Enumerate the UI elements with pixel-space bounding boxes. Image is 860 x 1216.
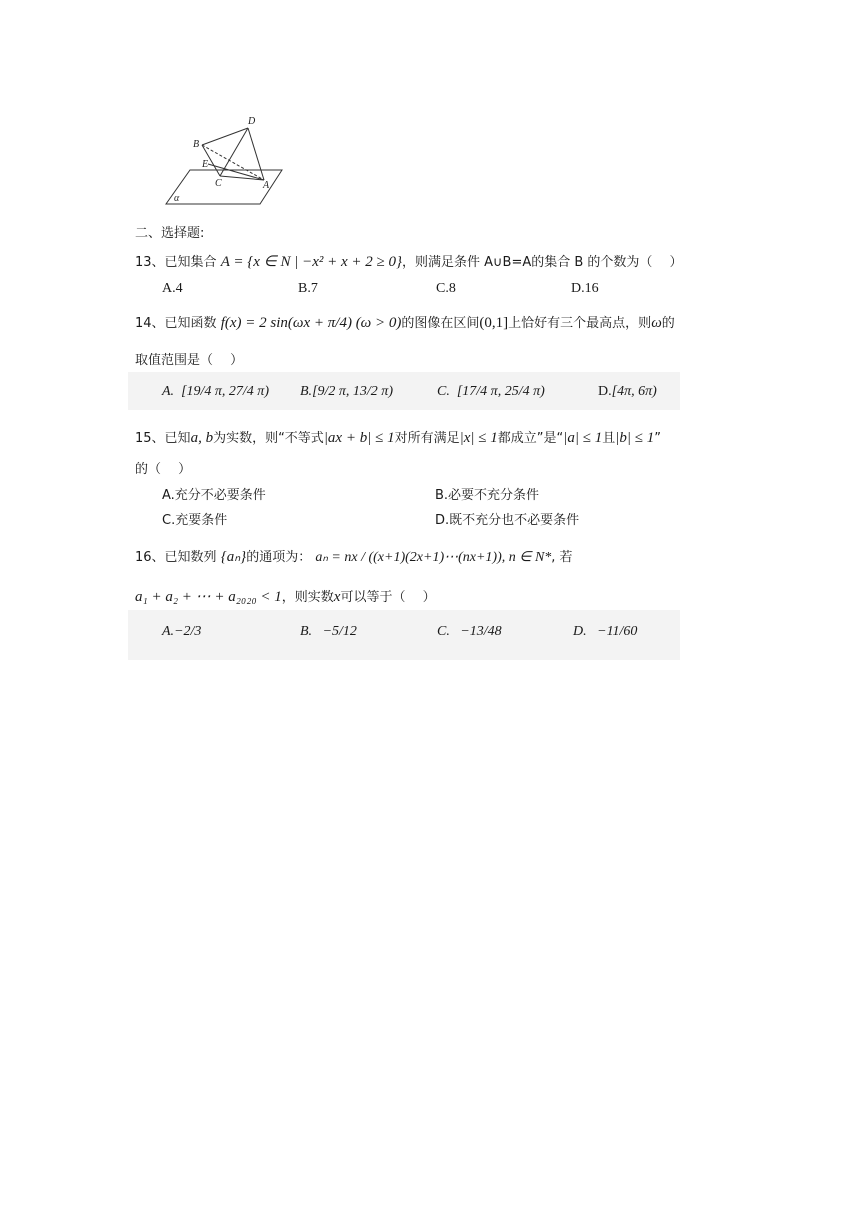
q16-option-d-label: D.	[573, 624, 587, 639]
q14-option-d	[598, 384, 657, 400]
q14-option-c-label: C.	[437, 384, 450, 399]
q14-option-a-label: A.	[162, 384, 175, 399]
section-title: 二、选择题:	[135, 226, 205, 241]
q16-option-d	[573, 624, 637, 640]
q14-prefix: 已知函数	[164, 316, 217, 331]
q14-function: f(x) = 2 sin(ωx + π/4) (ω > 0)	[220, 315, 402, 331]
q16-option-a-value: −2/3	[174, 624, 202, 639]
q14-option-b-value: [9/2 π, 13/2 π)	[312, 384, 393, 399]
q16-text2: , 若	[551, 550, 573, 565]
q16-condition: a₁ + a₂ + ⋯ + a₂₀₂₀ < 1	[135, 589, 282, 605]
q16-var: x	[333, 589, 341, 605]
q14-option-b	[300, 384, 393, 400]
q16-text1: 的通项为：	[246, 550, 312, 565]
label-E: E	[202, 159, 209, 170]
q15-option-c: C.充要条件	[162, 513, 228, 528]
q13-option-d: D.16	[571, 281, 599, 296]
q14-option-c	[437, 384, 545, 400]
q14-interval: (0,1]	[479, 315, 509, 331]
q14-stem	[135, 312, 675, 332]
q15-ineq1: |ax + b| ≤ 1	[323, 430, 395, 446]
q16-prefix: 已知数列	[164, 550, 217, 565]
q16-option-c-label: C.	[437, 624, 450, 639]
q16-option-b-value: −5/12	[322, 624, 357, 639]
q13-number: 13、	[135, 255, 165, 270]
q16-stem	[135, 546, 573, 566]
edge-BD	[202, 128, 248, 145]
q16-text3: ，则实数	[281, 590, 334, 605]
q14-option-a	[162, 384, 269, 400]
q13-option-b: B.7	[298, 281, 318, 296]
q15-prefix: 已知	[164, 431, 191, 446]
q16-sequence: {aₙ}	[220, 549, 247, 565]
q15-text3: 都成立”是“	[497, 431, 564, 446]
q14-option-c-value: [17/4 π, 25/4 π)	[456, 384, 545, 399]
q16-option-c	[437, 624, 502, 640]
q15-ineq4: |b| ≤ 1	[615, 430, 655, 446]
q16-option-b-label: B.	[300, 624, 313, 639]
geometry-figure	[160, 112, 290, 212]
q16-text4: 可以等于（ ）	[340, 590, 436, 605]
q13-suffix: ，则满足条件 A∪B=A的集合 B 的个数为（ ）	[401, 255, 683, 270]
q14-suffix2: 的	[661, 316, 675, 331]
q15-ineq3: |a| ≤ 1	[563, 430, 603, 446]
q15-line2: 的（ ）	[135, 462, 192, 477]
q15-number: 15、	[135, 431, 165, 446]
q16-option-a-label: A.	[162, 624, 175, 639]
q15-option-a: A.充分不必要条件	[162, 488, 266, 503]
label-C: C	[215, 178, 222, 189]
q15-vars: a, b	[190, 430, 214, 446]
q16-option-d-value: −11/60	[597, 624, 638, 639]
q15-text4: 且	[602, 431, 616, 446]
q14-line2: 取值范围是（ ）	[135, 353, 244, 368]
q15-text5: ”	[654, 431, 661, 446]
q14-option-d-label: D.	[598, 384, 612, 399]
q13-set-expression: A = {x ∈ N | −x² + x + 2 ≥ 0}	[220, 254, 402, 270]
label-D: D	[248, 116, 256, 127]
q14-omega: ω	[651, 315, 662, 331]
q13-prefix: 已知集合	[164, 255, 217, 270]
q16-number: 16、	[135, 550, 165, 565]
q14-suffix: 上恰好有三个最高点，则	[508, 316, 652, 331]
q14-option-a-value: [19/4 π, 27/4 π)	[181, 384, 269, 399]
q15-option-d: D.既不充分也不必要条件	[435, 513, 580, 528]
q16-formula: aₙ = nx / ((x+1)(2x+1)⋯(nx+1)), n ∈ N*	[315, 550, 552, 565]
q15-stem	[135, 427, 661, 447]
label-B: B	[193, 139, 200, 150]
q13-option-a: A.4	[162, 281, 183, 296]
q15-option-b: B.必要不充分条件	[435, 488, 540, 503]
q13-option-c: C.8	[436, 281, 456, 296]
q13-stem	[135, 251, 683, 271]
q16-line2	[135, 586, 436, 606]
q14-option-b-label: B.	[300, 384, 313, 399]
q14-number: 14、	[135, 316, 165, 331]
q15-text1: 为实数，则“不等式	[213, 431, 324, 446]
q15-text2: 对所有满足	[394, 431, 460, 446]
q16-option-a	[162, 624, 201, 640]
label-alpha: α	[174, 193, 180, 204]
q16-option-b	[300, 624, 357, 640]
label-A: A	[263, 180, 270, 191]
q14-option-d-value: [4π, 6π)	[611, 384, 657, 399]
q16-option-c-value: −13/48	[460, 624, 502, 639]
q14-middle: 的图像在区间	[401, 316, 480, 331]
q15-ineq2: |x| ≤ 1	[459, 430, 498, 446]
